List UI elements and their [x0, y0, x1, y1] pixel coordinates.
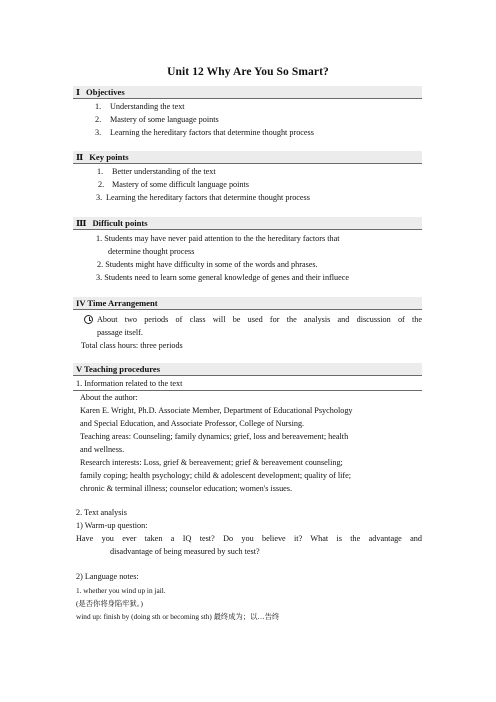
warmup-label: 1) Warm-up question:	[76, 521, 148, 530]
time-arrangement-text-continuation: passage itself.	[97, 328, 143, 337]
page-title: Unit 12 Why Are You So Smart?	[167, 66, 329, 78]
language-note: 1. whether you wind up in jail.	[76, 586, 166, 595]
list-item: 2. Mastery of some difficult language points	[98, 180, 249, 189]
warmup-question: Have you ever taken a IQ test? Do you believe it? What is the advantage and	[76, 534, 422, 543]
language-note-definition: wind up: finish by (doing sth or becoming sth) 最终成为；以…告终	[76, 612, 280, 621]
clock-icon	[84, 315, 93, 324]
section-heading: Difficult points	[92, 218, 148, 228]
section-header-key-points	[73, 151, 422, 164]
language-notes-label: 2) Language notes:	[76, 572, 139, 581]
list-item: 3. Learning the hereditary factors that determine thought process	[95, 128, 314, 137]
language-note-translation: (是否你将身陷牢狱。)	[76, 599, 143, 608]
section-number: Ⅰ	[76, 87, 81, 97]
section-header-teaching-procedures	[73, 363, 422, 376]
section-heading: IV Time Arrangement	[76, 298, 158, 308]
section-number: Ⅱ	[76, 152, 84, 162]
teaching-areas: Teaching areas: Counseling; family dynamics; grief, loss and bereavement; health	[80, 432, 349, 441]
warmup-question-continuation: disadvantage of being measured by such test?	[110, 547, 260, 556]
list-item: 1. Students may have never paid attention to the the hereditary factors that	[96, 234, 340, 243]
divider	[73, 390, 422, 391]
list-item: 2. Mastery of some language points	[95, 115, 219, 124]
section-heading: V Teaching procedures	[76, 364, 161, 374]
about-author-label: About the author:	[80, 393, 138, 402]
section-number: Ⅲ	[76, 218, 87, 228]
list-item: 1. Understanding the text	[95, 102, 185, 111]
time-arrangement-text: About two periods of class will be used for the analysis and discussion of the	[97, 315, 422, 324]
research-interests: Research interests: Loss, grief & bereavement; grief & bereavement counseling;	[80, 458, 343, 467]
research-interests: chronic & terminal illness; counselor education; women's issues.	[80, 484, 293, 493]
list-item: 2. Students might have difficulty in some of the words and phrases.	[97, 260, 318, 269]
subsection-heading: 1. Information related to the text	[76, 379, 183, 388]
list-item: 3. Students need to learn some general knowledge of genes and their influece	[96, 273, 350, 282]
subsection-heading: 2. Text analysis	[76, 508, 127, 517]
list-item: 3. Learning the hereditary factors that determine thought process	[96, 193, 310, 202]
section-heading: Key points	[89, 152, 129, 162]
author-info: and Special Education, and Associate Professor, College of Nursing.	[80, 419, 305, 428]
section-heading: Objectives	[86, 87, 125, 97]
section-header-objectives	[73, 86, 422, 99]
list-item: 1. Better understanding of the text	[97, 167, 216, 176]
section-header-difficult-points	[73, 217, 422, 230]
author-info: Karen E. Wright, Ph.D. Associate Member, Department of Educational Psychology	[80, 406, 353, 415]
section-header-time-arrangement	[73, 297, 422, 310]
list-item-continuation: determine thought process	[108, 247, 195, 256]
total-class-hours: Total class hours: three periods	[81, 341, 183, 350]
teaching-areas: and wellness.	[80, 445, 125, 454]
research-interests: family coping; health psychology; child & adolescent development; quality of life;	[80, 471, 352, 480]
